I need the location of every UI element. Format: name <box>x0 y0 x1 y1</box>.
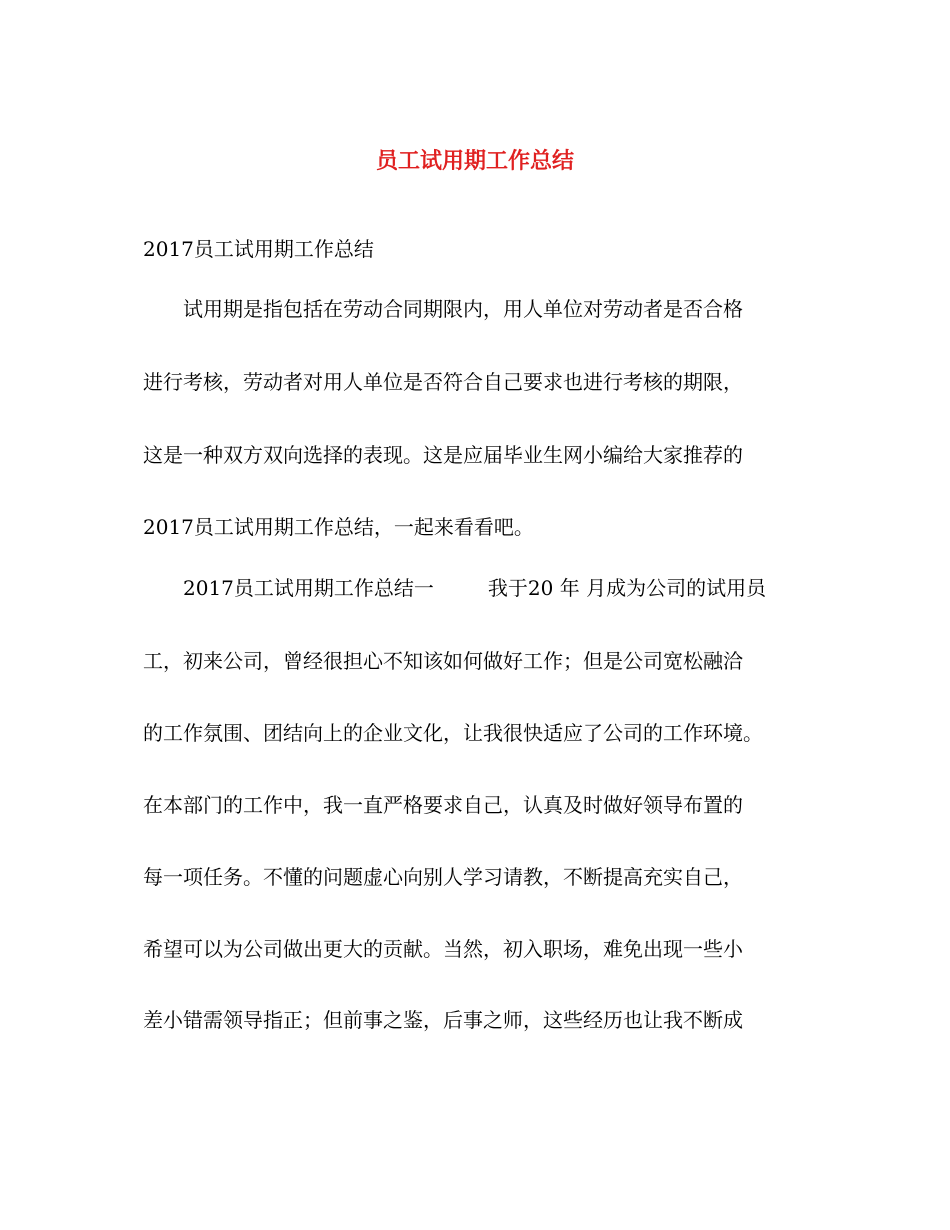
paragraph-line: 这是一种双方双向选择的表现。这是应届毕业生网小编给大家推荐的 <box>143 443 743 467</box>
document-subtitle: 2017员工试用期工作总结 <box>143 237 374 261</box>
section-heading: 2017员工试用期工作总结一 <box>143 576 434 600</box>
paragraph-line: 2017员工试用期工作总结，一起来看看吧。 <box>143 515 534 539</box>
section-first-line: 我于20 年 月成为公司的试用员 <box>487 576 767 600</box>
body-line: 希望可以为公司做出更大的贡献。当然，初入职场，难免出现一些小 <box>143 937 743 961</box>
body-line: 工，初来公司，曾经很担心不知该如何做好工作；但是公司宽松融洽 <box>143 649 743 673</box>
paragraph-line: 进行考核，劳动者对用人单位是否符合自己要求也进行考核的期限， <box>143 370 743 394</box>
body-line: 在本部门的工作中，我一直严格要求自己，认真及时做好领导布置的 <box>143 793 743 817</box>
body-line: 每一项任务。不懂的问题虚心向别人学习请教，不断提高充实自己， <box>143 865 743 889</box>
body-line: 的工作氛围、团结向上的企业文化，让我很快适应了公司的工作环境。 <box>143 721 763 745</box>
document-title: 员工试用期工作总结 <box>375 149 574 174</box>
body-line: 差小错需领导指正；但前事之鉴，后事之师，这些经历也让我不断成 <box>143 1008 743 1032</box>
paragraph-line: 试用期是指包括在劳动合同期限内，用人单位对劳动者是否合格 <box>143 297 743 321</box>
section-heading-line <box>143 573 823 603</box>
